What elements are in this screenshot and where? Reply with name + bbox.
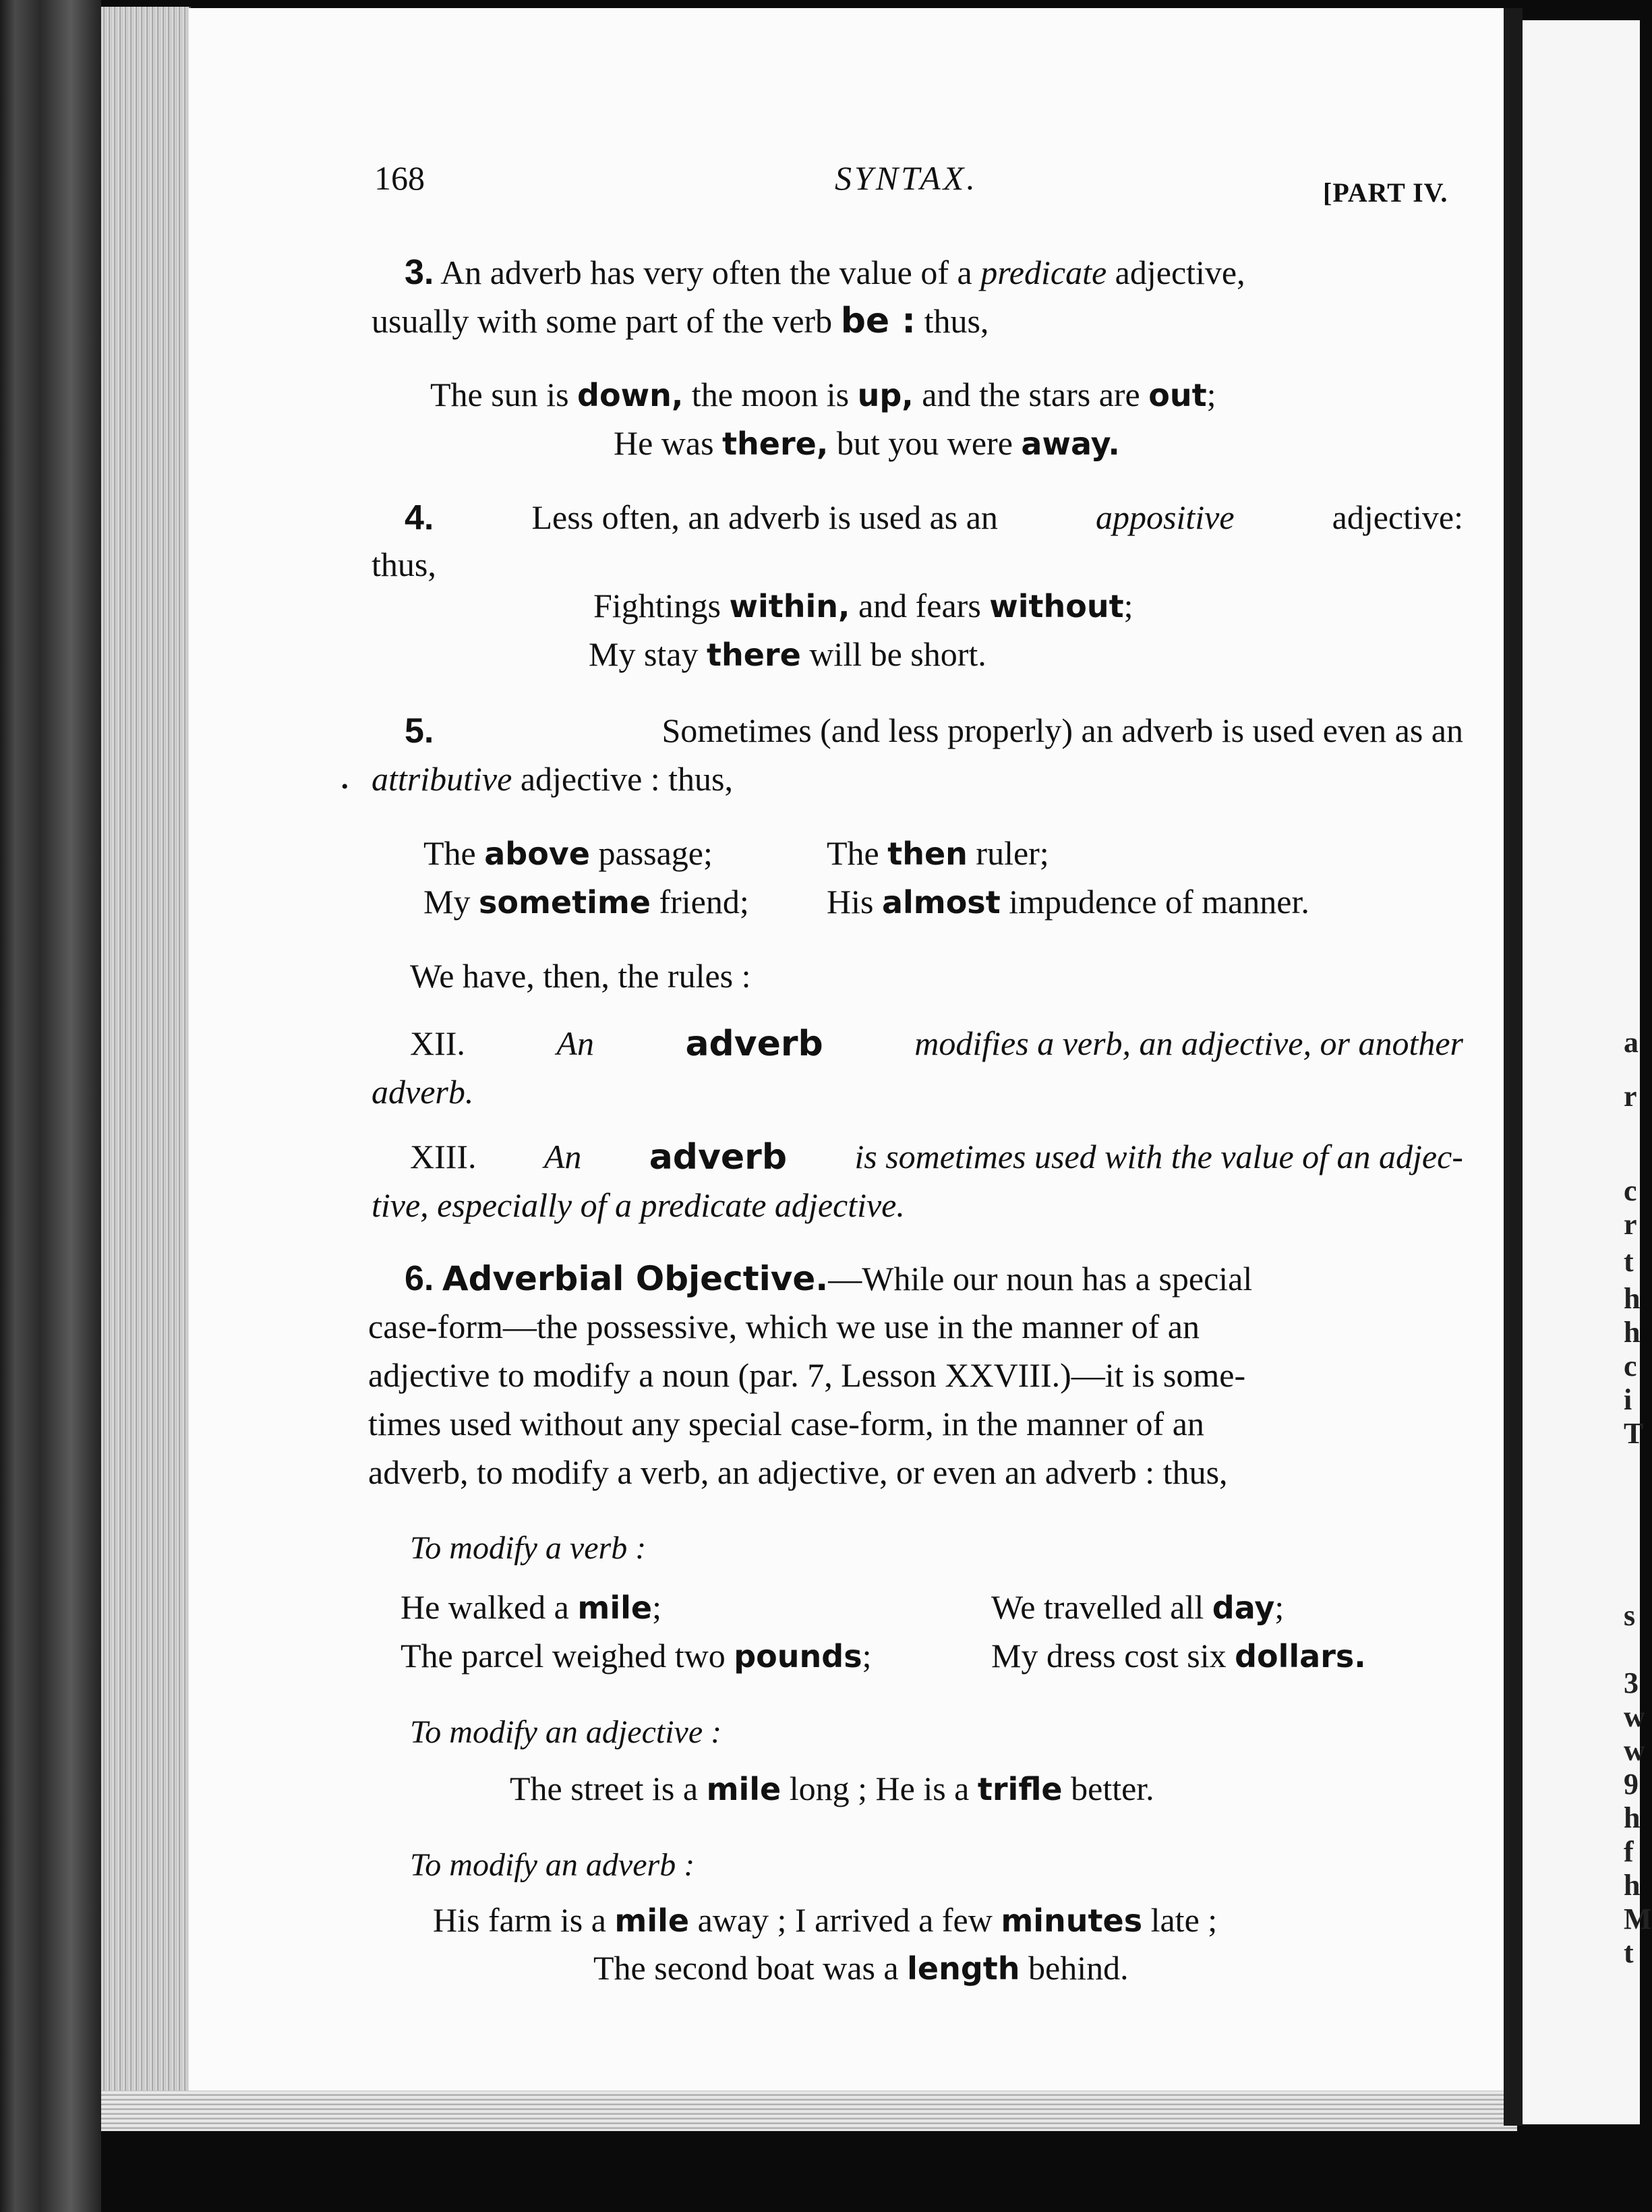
verb-example-2b: My dress cost six dollars.: [991, 1637, 1366, 1675]
running-head: SYNTAX.: [835, 159, 978, 197]
example-4-line-2: My stay there will be short.: [589, 635, 986, 673]
verb-example-2a: The parcel weighed two pounds;: [401, 1637, 872, 1675]
para-6-line-4: times used without any special case-form, in the manner of an: [368, 1405, 1204, 1443]
para-5-line-2: attributive adjective : thus,: [372, 760, 733, 798]
example-3-line-2: He was there, but you were away.: [614, 424, 1120, 462]
adverb-label: To modify an adverb :: [410, 1847, 695, 1883]
para-3-line-1: 3. An adverb has very often the value of a predicate adjective,: [405, 253, 1245, 292]
para-6-line-2: case-form—the possessive, which we use in the manner of an: [368, 1308, 1200, 1345]
para-number: 3.: [405, 253, 434, 292]
page-edges: [101, 7, 191, 2118]
part-label: [PART IV.: [1323, 177, 1448, 208]
rule-12-line-1: XII. An adverb modifies a verb, an adjective, or another: [410, 1024, 1463, 1064]
example-3-line-1: The sun is down, the moon is up, and the stars are out;: [430, 376, 1216, 413]
example-4-line-1: Fightings within, and fears without;: [593, 587, 1133, 624]
gutter: [1504, 8, 1523, 2126]
rule-12-line-2: adverb.: [372, 1073, 474, 1111]
example-5-line-1: The above passage;: [423, 834, 713, 872]
book-spine: [0, 0, 101, 2212]
para-6-line-5: adverb, to modify a verb, an adjective, or even an adverb : thus,: [368, 1453, 1228, 1491]
margin-dot: •: [341, 776, 349, 798]
rule-13-line-2: tive, especially of a predicate adjective.: [372, 1186, 905, 1224]
bottom-page-edges: [101, 2091, 1517, 2131]
para-3-line-2: usually with some part of the verb be : thus,: [372, 301, 989, 341]
adjective-label: To modify an adjective :: [410, 1714, 722, 1750]
para-6-line-1: 6. Adverbial Objective.—While our noun has a special: [405, 1259, 1253, 1298]
para-5-line-1: 5. Sometimes (and less properly) an adverb is used even as an: [405, 711, 1463, 751]
example-5-line-1b: The then ruler;: [827, 834, 1049, 872]
rule-13-line-1: XIII. An adverb is sometimes used with the value of an adjec-: [410, 1137, 1463, 1177]
rules-intro: We have, then, the rules :: [410, 957, 751, 995]
page-number: 168: [374, 159, 425, 197]
example-5-line-2: My sometime friend;: [423, 883, 749, 921]
facing-page-fragment: a r c r t h h c i T s 3 w w 9 h f h M t: [1523, 20, 1640, 2124]
example-5-line-2b: His almost impudence of manner.: [827, 883, 1309, 921]
adverb-example-1: His farm is a mile away ; I arrived a few minutes late ;: [433, 1901, 1218, 1939]
para-6-line-3: adjective to modify a noun (par. 7, Lesson XXVIII.)—it is some-: [368, 1356, 1246, 1394]
adverb-example-2: The second boat was a length behind.: [593, 1949, 1129, 1987]
para-4-line-2: thus,: [372, 546, 436, 583]
verb-example-1b: We travelled all day;: [991, 1588, 1285, 1626]
verb-example-1a: He walked a mile;: [401, 1588, 661, 1626]
adjective-example: The street is a mile long ; He is a trifle better.: [510, 1770, 1154, 1807]
para-4-line-1: 4. Less often, an adverb is used as an appositive adjective:: [405, 498, 1463, 537]
verb-label: To modify a verb :: [410, 1530, 647, 1566]
